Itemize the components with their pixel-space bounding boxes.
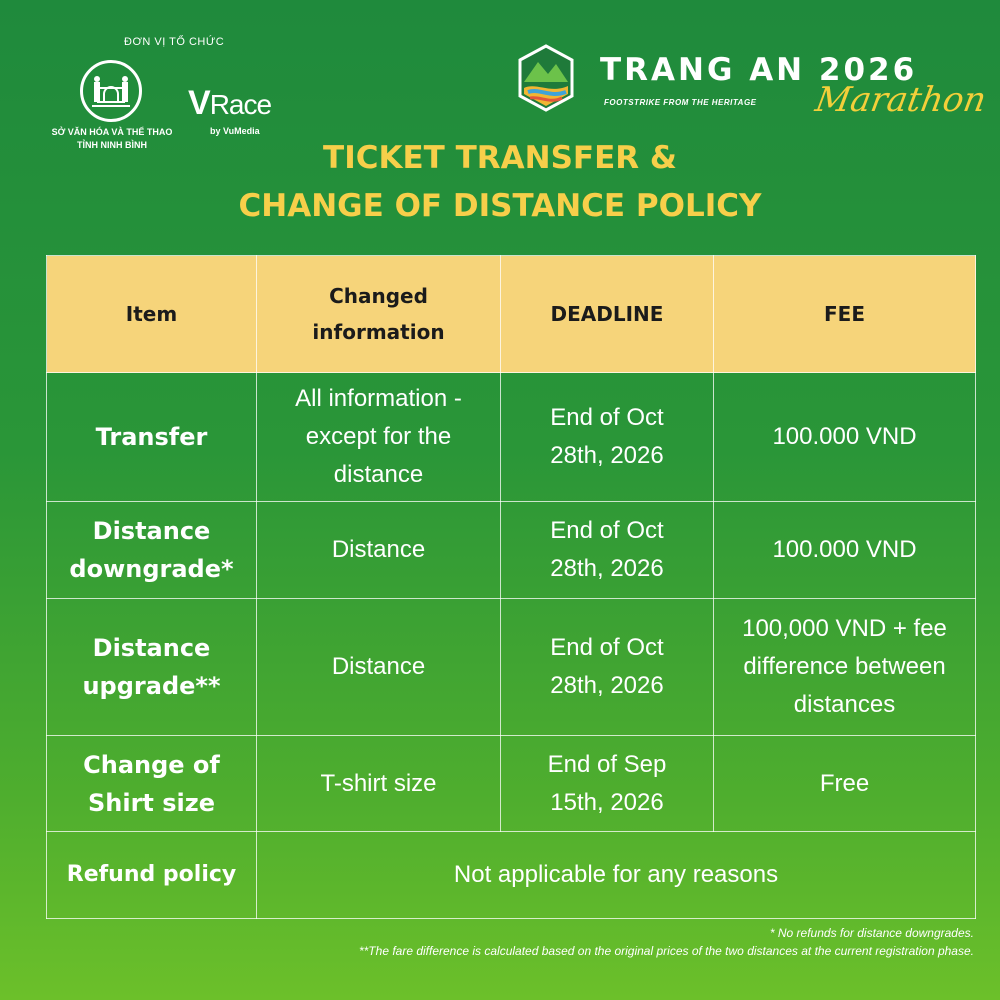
row-deadline: End of Oct 28th, 2026 (501, 502, 714, 599)
row-deadline: End of Oct 28th, 2026 (501, 599, 714, 736)
table-row (47, 373, 976, 502)
row-changed: Distance (257, 502, 501, 599)
row-item: Transfer (47, 373, 257, 502)
vrace-v: V (188, 84, 210, 122)
table-row (47, 502, 976, 599)
header-deadline: DEADLINE (501, 256, 714, 373)
page-title-line-1: TICKET TRANSFER & (323, 140, 677, 176)
vrace-name: Race (209, 89, 272, 120)
row-fee: Free (714, 736, 976, 832)
row-fee: 100,000 VND + fee difference between distances (714, 599, 976, 736)
row-item: Distance downgrade* (47, 502, 257, 599)
organizer-block (40, 36, 300, 156)
marathon-mountain-logo-icon (510, 42, 582, 114)
ninh-binh-seal-icon (80, 60, 142, 122)
row-fee: 100.000 VND (714, 502, 976, 599)
row-item: Refund policy (47, 832, 257, 919)
row-changed: T-shirt size (257, 736, 501, 832)
vrace-logo (188, 84, 271, 123)
department-line-2: TỈNH NINH BÌNH (77, 140, 147, 150)
row-item: Distance upgrade** (47, 599, 257, 736)
header-item: Item (47, 256, 257, 373)
row-changed: All information - except for the distance (257, 373, 501, 502)
department-line-1: SỞ VĂN HÓA VÀ THỂ THAO (51, 127, 173, 137)
row-deadline: End of Sep 15th, 2026 (501, 736, 714, 832)
table-row (47, 736, 976, 832)
organizer-label: ĐƠN VỊ TỔ CHỨC (124, 36, 225, 48)
event-tagline: FOOTSTRIKE FROM THE HERITAGE (604, 98, 757, 107)
row-fee: 100.000 VND (714, 373, 976, 502)
row-merged-value: Not applicable for any reasons (257, 832, 976, 919)
event-script-marathon: Marathon (812, 80, 990, 120)
event-title: TRANG AN 2026 (600, 52, 918, 88)
row-deadline: End of Oct 28th, 2026 (501, 373, 714, 502)
footnote-downgrade: * No refunds for distance downgrades. (769, 926, 974, 940)
table-row (47, 832, 976, 919)
table-header-row (47, 256, 976, 373)
row-changed: Distance (257, 599, 501, 736)
policy-table (46, 255, 976, 919)
page-title-line-2: CHANGE OF DISTANCE POLICY (238, 188, 762, 224)
header-fee: FEE (714, 256, 976, 373)
header-changed-information: Changed information (257, 256, 501, 373)
footnote-fare-difference: **The fare difference is calculated based on the original prices of the two distances at the current registration phase. (358, 944, 974, 958)
row-item: Change of Shirt size (47, 736, 257, 832)
vrace-subtitle: by VuMedia (210, 126, 260, 136)
table-row (47, 599, 976, 736)
